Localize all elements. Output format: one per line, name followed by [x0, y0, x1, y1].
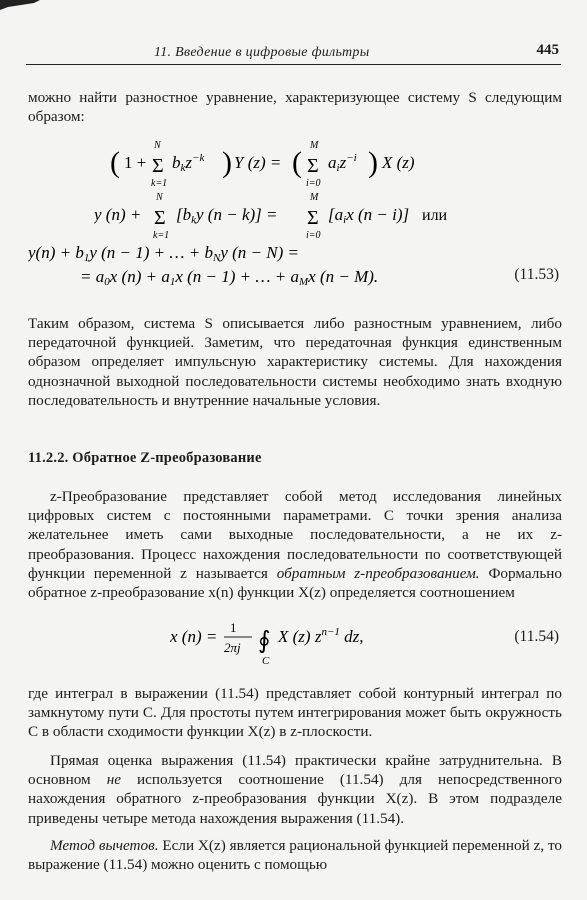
svg-text:): ): [222, 146, 232, 179]
equation-number-11-53: (11.53): [514, 266, 559, 283]
svg-text:[aix (n − i)]: [aix (n − i)]: [328, 205, 410, 226]
term-inverse-z-transform: обратным z-преобразованием.: [276, 564, 480, 582]
paragraph-1: Таким образом, система S описывается либо разностным уравнением, либо передаточной функцией. Заметим, что передаточная функция единственным образом определяет импульсную характеристику системы. Для нахождения однозначной выходной последовательности системы необходимо знать входную последовательность и внутренние начальные условия.: [28, 315, 562, 409]
svg-text:i=0: i=0: [306, 230, 321, 241]
svg-text:2πj: 2πj: [224, 640, 241, 655]
svg-text:= a0x (n) + a1x (n − 1) + …: = a0x (n) + a1x (n − 1) + … + aMx (n − M).: [80, 267, 379, 288]
running-head-title: 11. Введение в цифровые фильтры: [154, 45, 370, 60]
equation-line-2: [94, 188, 474, 244]
scan-corner-mark: [0, 0, 40, 14]
svg-text:1: 1: [230, 620, 237, 635]
page-number: 445: [536, 42, 559, 58]
svg-text:Σ: Σ: [154, 207, 166, 229]
svg-text:Σ: Σ: [307, 207, 319, 229]
equation-11-54: [170, 618, 410, 670]
svg-text:k=1: k=1: [153, 230, 170, 241]
svg-text:y(n) + b1y (n − 1) + … + bNy: y(n) + b1y (n − 1) + … + bNy (n − N) =: [28, 243, 299, 264]
svg-text:M: M: [310, 192, 319, 203]
svg-text:X (z): X (z): [382, 153, 415, 172]
svg-text:x (n) =: x (n) =: [170, 627, 218, 646]
svg-text:y (n) +: y (n) +: [94, 205, 142, 224]
svg-text:i=0: i=0: [306, 178, 321, 189]
svg-text:Y (z) =: Y (z) =: [234, 153, 282, 172]
svg-text:X (z) zn−1 dz,: X (z) $z^{n-1}$ dz,: [278, 626, 364, 646]
equation-line-3: [28, 240, 358, 266]
svg-text:): ): [368, 146, 378, 179]
running-head: [26, 42, 561, 65]
equation-line-1: [110, 134, 440, 190]
svg-text:M: M: [310, 140, 319, 151]
svg-text:Σ: Σ: [307, 155, 319, 177]
svg-text:или: или: [422, 207, 448, 224]
equation-number-11-54: (11.54): [514, 628, 559, 645]
svg-text:N: N: [156, 192, 163, 203]
svg-text:Σ: Σ: [152, 155, 164, 177]
section-heading: 11.2.2. Обратное Z-преобразование: [28, 450, 262, 466]
svg-text:aiz−i: aiz$^{-i}$: [328, 152, 357, 174]
svg-text:(: (: [110, 146, 120, 179]
paragraph-5: Метод вычетов. Если X(z) является рациональной функцией переменной z, то выражение (11.54) можно оценить с помощью: [28, 837, 563, 874]
term-residue-method: Метод вычетов.: [50, 837, 159, 854]
svg-text:k=1: k=1: [151, 178, 168, 189]
svg-text:1 +: 1 +: [124, 153, 147, 172]
svg-text:N: N: [154, 140, 161, 151]
svg-text:bkz−k: bkz$^{-k}$: [172, 152, 205, 174]
paragraph-2: z-Преобразование представляет собой метод исследования линейных цифровых систем с постоянными параметрами. С точки зрения анализа желательнее иметь сами выходные последовательности, а не их z-преобразования. Процесс нахождения последовательности по соответствующей функции переменной z называется обратным z-преобразованием. Формально обратное z-преобразование x(n) функции X(z) определяется соотношением: [28, 488, 563, 602]
paragraph-4: Прямая оценка выражения (11.54) практически крайне затруднительна. В основном не используется соотношение (11.54) для непосредственного нахождения обратного z-преобразования функции X(z). В этом подразделе приведены четыре метода нахождения выражения (11.54).: [28, 752, 563, 827]
equation-line-4: [80, 264, 450, 290]
svg-text:[bky (n − k)] =: [bky (n − k)] =: [176, 205, 278, 226]
svg-text:∮: ∮: [258, 628, 271, 654]
svg-text:C: C: [262, 655, 270, 667]
paragraph-3: где интеграл в выражении (11.54) представляет собой контурный интеграл по замкнутому пути C. Для простоты путем интегрирования может быть окружность C в области сходимости функции X(z) в z-плоскости.: [28, 685, 562, 741]
svg-text:(: (: [292, 146, 302, 179]
intro-text: можно найти разностное уравнение, характеризующее систему S следующим образом:: [28, 89, 562, 126]
